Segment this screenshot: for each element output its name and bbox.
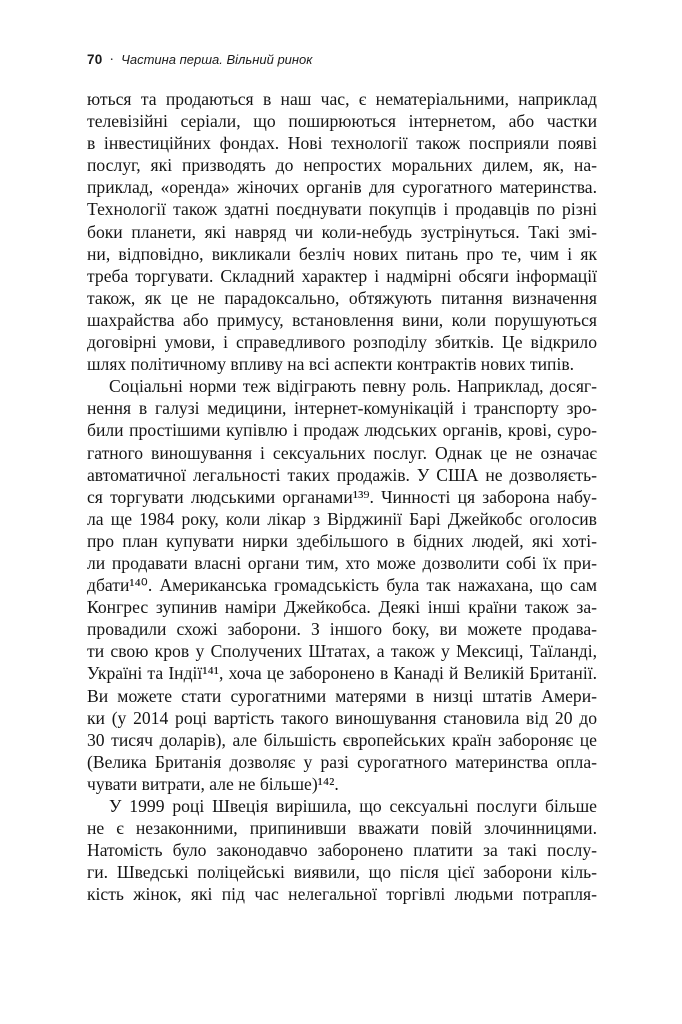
text-line: гатного виношування і сексуальних послуг. Однак це не означає — [87, 442, 597, 463]
text-line: ли продавати власні органи тим, хто може дозволити собі їх при- — [87, 552, 597, 573]
text-line: про план купувати нирки здебільшого в бідних людей, які хоті- — [87, 530, 597, 551]
text-line: ни, відповідно, викликали безліч нових питань про те, чим і як — [87, 243, 597, 264]
text-line: провадили схожі заборони. З іншого боку, ви можете продава- — [87, 619, 597, 640]
text-line: Ви можете стати сурогатними матерями в низці штатів Амери- — [87, 685, 597, 706]
text-line: шлях політичному впливу на всі аспекти контрактів нових типів. — [87, 354, 575, 375]
text-line: послуг, які призводять до непростих моральних дилем, як, на- — [87, 155, 597, 176]
text-line: Соціальні норми теж відіграють певну роль. Наприклад, досяг- — [109, 376, 597, 397]
text-line: Технології також здатні поєднувати покупців і продавців по різні — [87, 199, 597, 220]
text-line: нення в галузі медицини, інтернет-комунікацій і транспорту зро- — [87, 398, 597, 419]
text-line: чувати витрати, але не більше)¹⁴². — [87, 773, 339, 794]
text-line: (Велика Британія дозволяє у разі сурогатного материнства опла- — [87, 751, 597, 772]
text-line: ги. Шведські поліцейські виявили, що після цієї заборони кіль- — [87, 862, 597, 883]
page-number: 70 — [87, 52, 103, 67]
text-line: не є незаконними, припинивши вважати повій злочинницями. — [87, 818, 597, 839]
text-line: треба торгувати. Складний характер і надмірні обсяги інформації — [87, 265, 597, 286]
text-line: кість жінок, які під час нелегальної торгівлі людьми потрапля- — [87, 884, 597, 905]
text-line: телевізійні серіали, що поширюються інтернетом, або частки — [87, 111, 597, 132]
text-line: 30 тисяч доларів), але більшість європейських країн забороняє це — [87, 729, 597, 750]
text-line: ла ще 1984 року, коли лікар з Вірджинії Барі Джейкобс оголосив — [87, 508, 597, 529]
text-line: шахрайства або примусу, встановлення вини, коли порушуються — [87, 309, 597, 330]
running-head — [87, 52, 312, 69]
text-line: били простішими купівлю і продаж людських органів, крові, суро- — [87, 420, 597, 441]
text-line: ки (у 2014 році вартість такого виношування становила від 20 до — [87, 707, 597, 728]
part-title: Частина перша. Вільний ринок — [121, 52, 313, 67]
text-line: ся торгувати людськими органами¹³⁹. Чинності ця заборона набу- — [87, 486, 597, 507]
header-separator: · — [109, 53, 115, 68]
text-line: Конгрес зупинив наміри Джейкобса. Деякі інші країни також за- — [87, 597, 597, 618]
text-line: У 1999 році Швеція вирішила, що сексуальні послуги більше — [109, 796, 597, 816]
text-line: автоматичної легальності таких продажів. У США не дозволяєть- — [87, 464, 597, 485]
text-line: договірні умови, і справедливого розподілу збитків. Це відкрило — [87, 332, 597, 353]
text-line: також, як це не парадоксально, обтяжують питання визначення — [87, 287, 597, 308]
text-line: боки планети, які навряд чи коли-небудь зустрінуться. Такі змі- — [87, 221, 597, 242]
text-line: в інвестиційних фондах. Нові технології також посприяли появі — [87, 133, 597, 154]
text-line: дбати¹⁴⁰. Американська громадськість була так нажахана, що сам — [87, 575, 597, 596]
text-line: ти свою кров у Сполучених Штатах, а також у Мексиці, Таїланді, — [87, 641, 597, 662]
body-text — [87, 88, 597, 905]
text-line: приклад, «оренда» жіночих органів для сурогатного материнства. — [87, 177, 597, 198]
text-line: ються та продаються в наш час, є нематеріальними, наприклад — [87, 89, 597, 109]
text-line: Україні та Індії¹⁴¹, хоча це заборонено в Канаді й Великій Британії. — [87, 663, 597, 684]
text-line: Натомість було законодавчо заборонено платити за такі послу- — [87, 840, 597, 861]
